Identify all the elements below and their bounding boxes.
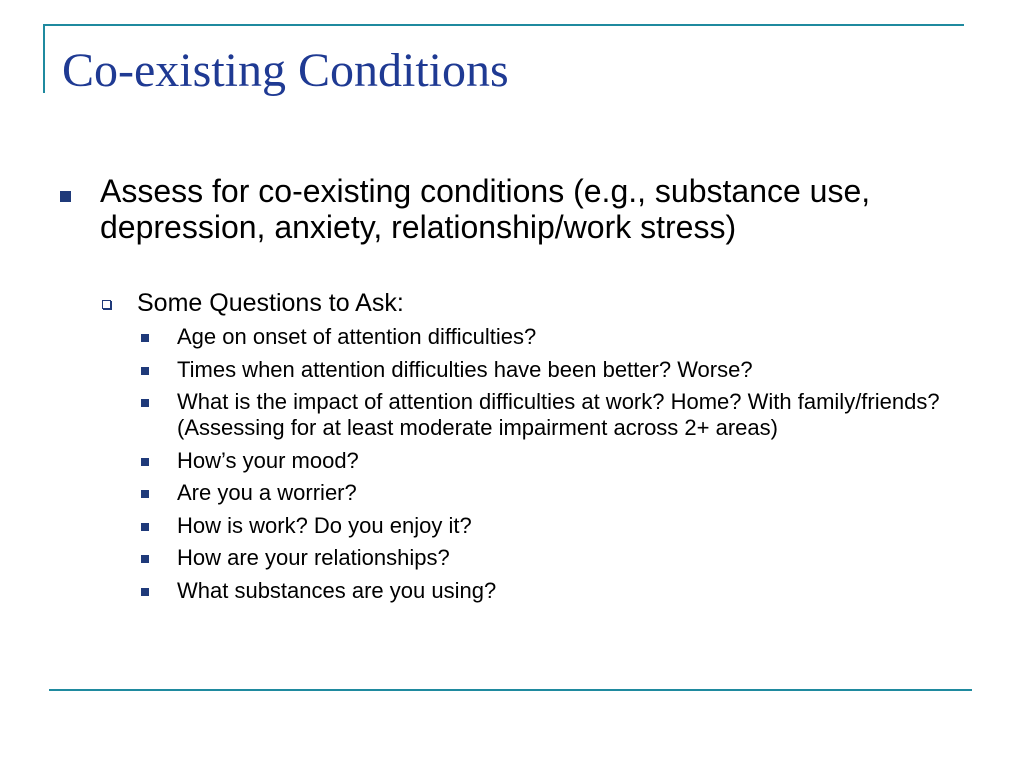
square-bullet-icon: [141, 555, 149, 563]
slide-title: Co-existing Conditions: [62, 44, 509, 97]
question-text: Age on onset of attention difficulties?: [177, 324, 537, 349]
list-item: [138, 448, 958, 474]
question-text: What substances are you using?: [177, 577, 497, 603]
question-text: Times when attention difficulties have been better? Worse?: [177, 356, 753, 382]
hollow-square-bullet-icon: [102, 300, 111, 309]
square-bullet-icon: [141, 523, 149, 531]
square-bullet-icon: [141, 334, 149, 342]
list-item: [138, 357, 958, 383]
list-item: [138, 513, 958, 539]
sub-heading-text: Some Questions to Ask:: [137, 289, 404, 317]
square-bullet-icon: [141, 458, 149, 466]
list-item: [138, 545, 958, 571]
square-bullet-icon: [141, 588, 149, 596]
left-frame-line: [43, 25, 45, 93]
list-item: [138, 480, 958, 506]
question-text: How is work? Do you enjoy it?: [177, 512, 472, 538]
main-bullet-text: Assess for co-existing conditions (e.g., substance use, depression, anxiety, relationship/work stress): [100, 173, 871, 245]
square-bullet-icon: [141, 367, 149, 375]
questions-list: [138, 324, 958, 610]
question-text: Are you a worrier?: [177, 480, 357, 505]
square-bullet-icon: [141, 399, 149, 407]
footer-divider-line: [49, 689, 972, 691]
top-frame-line: [43, 24, 964, 26]
question-text: How’s your mood?: [177, 447, 359, 473]
question-text: How are your relationships?: [177, 545, 450, 570]
question-text: What is the impact of attention difficulties at work? Home? With family/friends? (Assessing for at least moderate impairment across 2+ areas): [177, 389, 940, 440]
list-item: [138, 324, 958, 350]
square-bullet-icon: [60, 191, 71, 202]
square-bullet-icon: [141, 490, 149, 498]
list-item: [138, 389, 958, 441]
list-item: [138, 578, 958, 604]
